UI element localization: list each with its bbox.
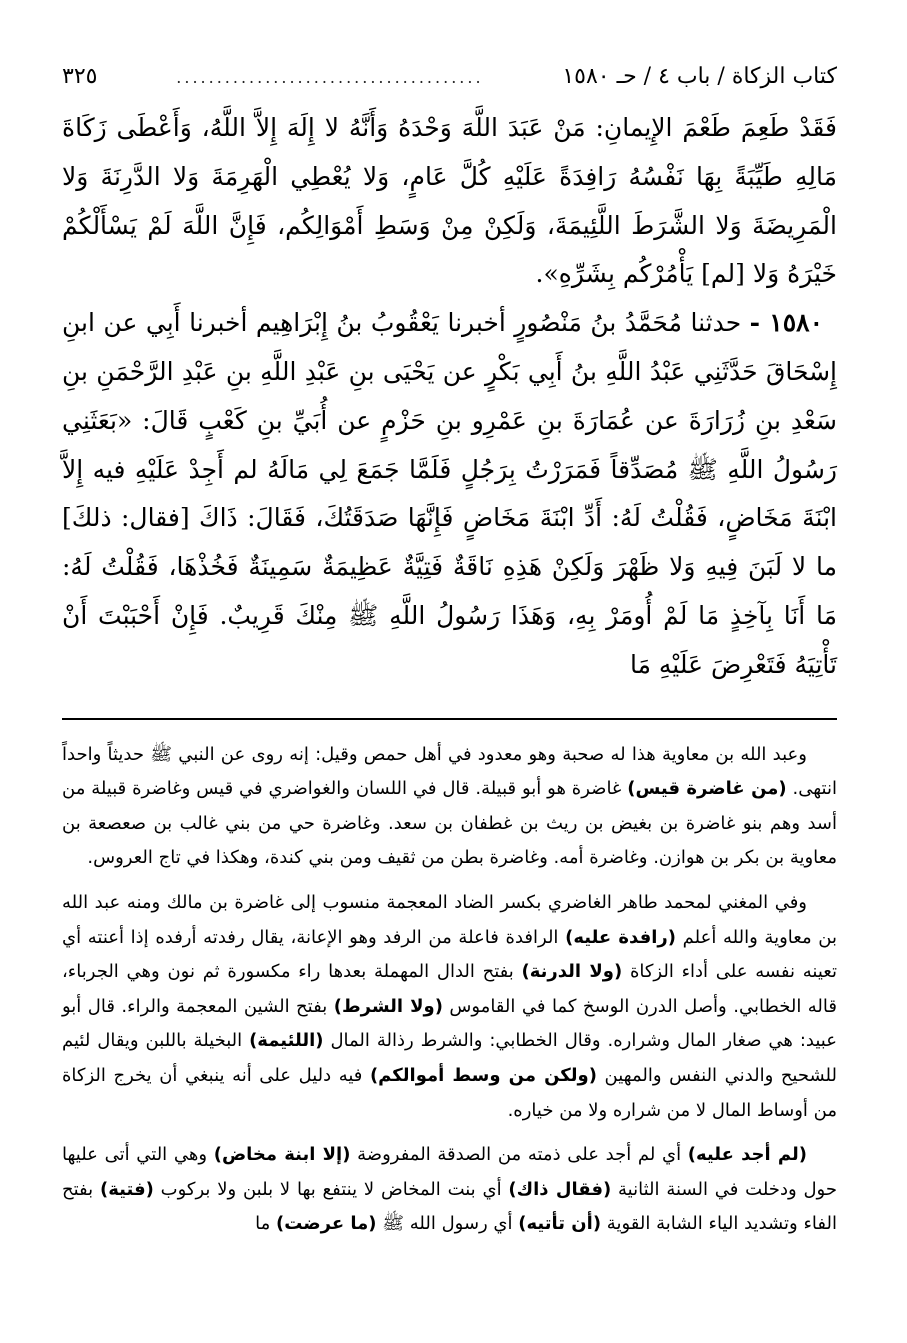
commentary-paragraph-2 [62,886,837,1128]
note-keyword: (ما عرضت) [275,1213,377,1235]
note-text: البخيلة باللبن ويقال لئيم للشحيح والدني النفس والمهين [62,1030,837,1086]
note-text: أي رسول الله ﷺ [382,1213,513,1235]
note-text: وفي المغني لمحمد طاهر الغاضري بكسر الضاد المعجمة منسوب إلى غاضرة بن مالك ومنه عبد الله بن معاوية والله أعلم [62,891,837,948]
note-text: بفتح الدال المهملة بعدها راء مكسورة ثم نون وهي الجرباء، قاله الخطابي. وأصل الدرن الوسخ كما في القاموس [62,961,838,1017]
note-keyword: (إلا ابنة مخاض) [213,1144,351,1166]
main-paragraph-1: فَقَدْ طَعِمَ طَعْمَ الإِيمانِ: مَنْ عَبَدَ اللَّهَ وَحْدَهُ وَأَنَّهُ لا إِلَهَ إِلاَّ اللَّهُ، وَأَعْطَى زَكَاةَ مَالِهِ طَيِّبَةً بِهَا نَفْسُهُ رَافِدَةً عَلَيْهِ كُلَّ عَامٍ، وَلا يُعْطِي الْهَرِمَةَ وَلا الدَّرِنَةَ وَلا الْمَرِيضَةَ وَلا الشَّرَطَ اللَّئِيمَةَ، وَلَكِنْ مِنْ وَسَطِ أَمْوَالِكُم، فَإِنَّ اللَّهَ لَمْ يَسْأَلْكُمْ خَيْرَهُ وَلا [لم] يَأْمُرْكُم بِشَرِّهِ». [62,113,838,289]
note-keyword: (ولكن من وسط أموالكم) [369,1064,597,1086]
footnote-divider [62,718,837,720]
note-text: ما [255,1213,271,1235]
note-keyword: (لم أجد عليه) [687,1144,807,1166]
note-text: أي بنت المخاض لا ينتفع بها لا بلبن ولا بركوب [160,1178,502,1200]
note-text: فيه دليل على أنه ينبغي أن يخرج الزكاة من أوساط المال لا من شراره ولا من خياره. [62,1064,837,1121]
note-text: بفتح الشين المعجمة والراء. قال أبو عبيد: هي صغار المال وشراره. وقال الخطابي: والشرط رذالة المال [62,995,837,1052]
page-header [62,56,837,98]
note-text: غاضرة هو أبو قبيلة. قال في اللسان والغواضري في قيس وغاضرة قبيلة من أسد وهم بنو غاضرة بن بغيض بن ريث بن غطفان بن سعد. وغاضرة حي من بني غالب بن صعصعة بن معاوية بن بكر بن هوازن. وغاضرة أمه. وغاضرة بطن من ثقيف ومن بني كندة، وهكذا في تاج العروس. [62,778,837,869]
running-title: كتاب الزكاة / باب ٤ / حـ ١٥٨٠ [562,64,837,89]
main-text [62,104,837,690]
commentary [62,738,837,1242]
note-keyword: (فتية) [99,1178,154,1200]
leader-dots: ...................................... [176,68,484,87]
hadith-text: حدثنا مُحَمَّدُ بنُ مَنْصُورٍ أخبرنا يَعْقُوبُ بنُ إِبْرَاهِيم أخبرنا أَبِي عن ابنِ إِسْحَاقَ حَدَّثَنِي عَبْدُ اللَّهِ بنُ أَبِي بَكْرٍ عن يَحْيَى بنِ عَبْدِ اللَّهِ بنِ عَبْدِ الرَّحْمَنِ بنِ سَعْدِ بنِ زُرَارَةَ عن عُمَارَةَ بنِ عَمْرِو بنِ حَزْمٍ عن أُبَيِّ بنِ كَعْبٍ قَالَ: «بَعَثَنِي رَسُولُ اللَّهِ ﷺ مُصَدِّقاً فَمَرَرْتُ بِرَجُلٍ فَلَمَّا جَمَعَ لِي مَالَهُ لم أَجِدْ عَلَيْهِ فيه إِلاَّ ابْنَةَ مَخَاضٍ، فَقُلْتُ لَهُ: أَدِّ ابْنَةَ مَخَاضٍ فَإِنَّهَا صَدَقَتُكَ، فَقَالَ: ذَاكَ [فقال: ذلكَ] ما لا لَبَنَ فِيهِ وَلا ظَهْرَ وَلَكِنْ هَذِهِ نَاقَةٌ فَتِيَّةٌ عَظِيمَةٌ سَمِينَةٌ فَخُذْهَا، فَقُلْتُ لَهُ: مَا أَنَا بِآخِذٍ مَا لَمْ أُومَرْ بِهِ، وَهَذَا رَسُولُ اللَّهِ ﷺ مِنْكَ قَرِيبٌ. فَإِنْ أَحْبَبْتَ أَنْ تَأْتِيَهُ فَتَعْرِضَ عَلَيْهِ مَا [62,308,837,679]
page-number: ٣٢٥ [62,64,98,89]
commentary-paragraph-1 [62,738,837,876]
note-text: أي لم أجد على ذمته من الصدقة المفروضة [357,1144,682,1166]
commentary-paragraph-3 [62,1138,837,1242]
hadith-number: ١٥٨٠ - [749,308,823,338]
note-text: الرافدة فاعلة من الرفد وهو الإعانة، يقال رفدته أرفده إذا أعنته أي تعينه نفسه على أداء الزكاة [62,926,837,983]
note-keyword: (أن تأتيه) [518,1213,602,1235]
note-keyword: (ولا الدرنة) [521,961,623,983]
note-keyword: (رافدة عليه) [565,926,676,948]
note-keyword: (فقال ذاك) [508,1178,612,1200]
note-keyword: (ولا الشرط) [333,995,443,1017]
note-text: بفتح الفاء وتشديد الياء الشابة القوية [62,1178,837,1235]
note-keyword: (اللئيمة) [249,1030,324,1052]
note-text: وهي التي أتى عليها حول ودخلت في السنة الثانية [62,1144,837,1200]
note-keyword: (من غاضرة قيس) [627,778,787,800]
note-text: وعبد الله بن معاوية هذا له صحبة وهو معدود في أهل حمص وقيل: إنه روى عن النبي ﷺ حديثاً واحداً انتهى. [62,743,837,800]
hadith-paragraph [62,299,837,689]
